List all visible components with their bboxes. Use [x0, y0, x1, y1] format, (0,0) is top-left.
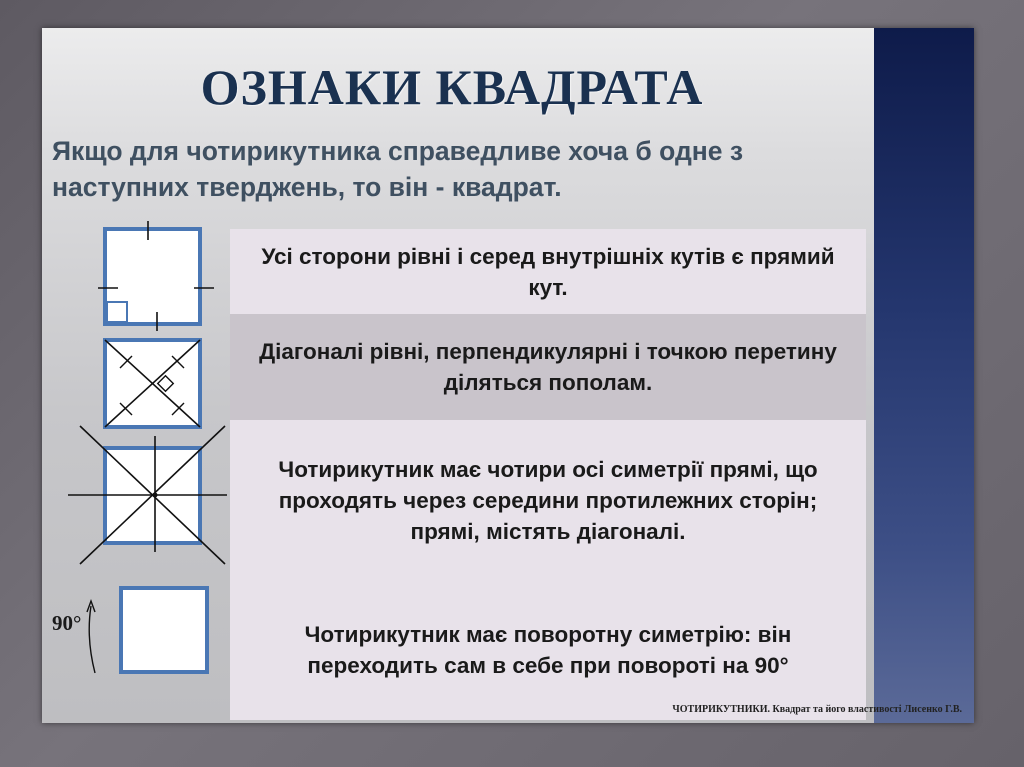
- intro-text: Якщо для чотирикутника справедливе хоча б одне з наступних тверджень, то він - квадрат.: [52, 136, 744, 202]
- footer-caption: ЧОТИРИКУТНИКИ. Квадрат та його властивості Лисенко Г.В.: [672, 704, 962, 715]
- property-text-2: Діагоналі рівні, перпендикулярні і точкою перетину діляться пополам.: [259, 339, 837, 395]
- slide: [42, 28, 974, 723]
- side-band: [874, 28, 974, 723]
- property-text-3: Чотирикутник має чотири осі симетрії прямі, що проходять через середини протилежних сторін; прямі, містять діагоналі.: [278, 456, 818, 544]
- square-equal-sides-figure: [98, 221, 214, 331]
- property-text-1: Усі сторони рівні і серед внутрішніх кутів є прямий кут.: [261, 243, 835, 300]
- square-rotation-figure: [87, 588, 207, 673]
- property-box-1: [230, 229, 866, 314]
- square-diagonals-figure: [105, 340, 200, 427]
- rotation-angle-label: 90°: [52, 611, 82, 635]
- square-symmetry-axes-figure: [68, 426, 227, 564]
- page-title: ОЗНАКИ КВАДРАТА: [200, 59, 704, 115]
- property-text-4: Чотирикутник має поворотну симетрію: він переходить сам в себе при повороті на 90°: [304, 622, 792, 678]
- property-box-2: [230, 314, 866, 420]
- property-box-4: [230, 580, 866, 720]
- property-box-3: [230, 420, 866, 580]
